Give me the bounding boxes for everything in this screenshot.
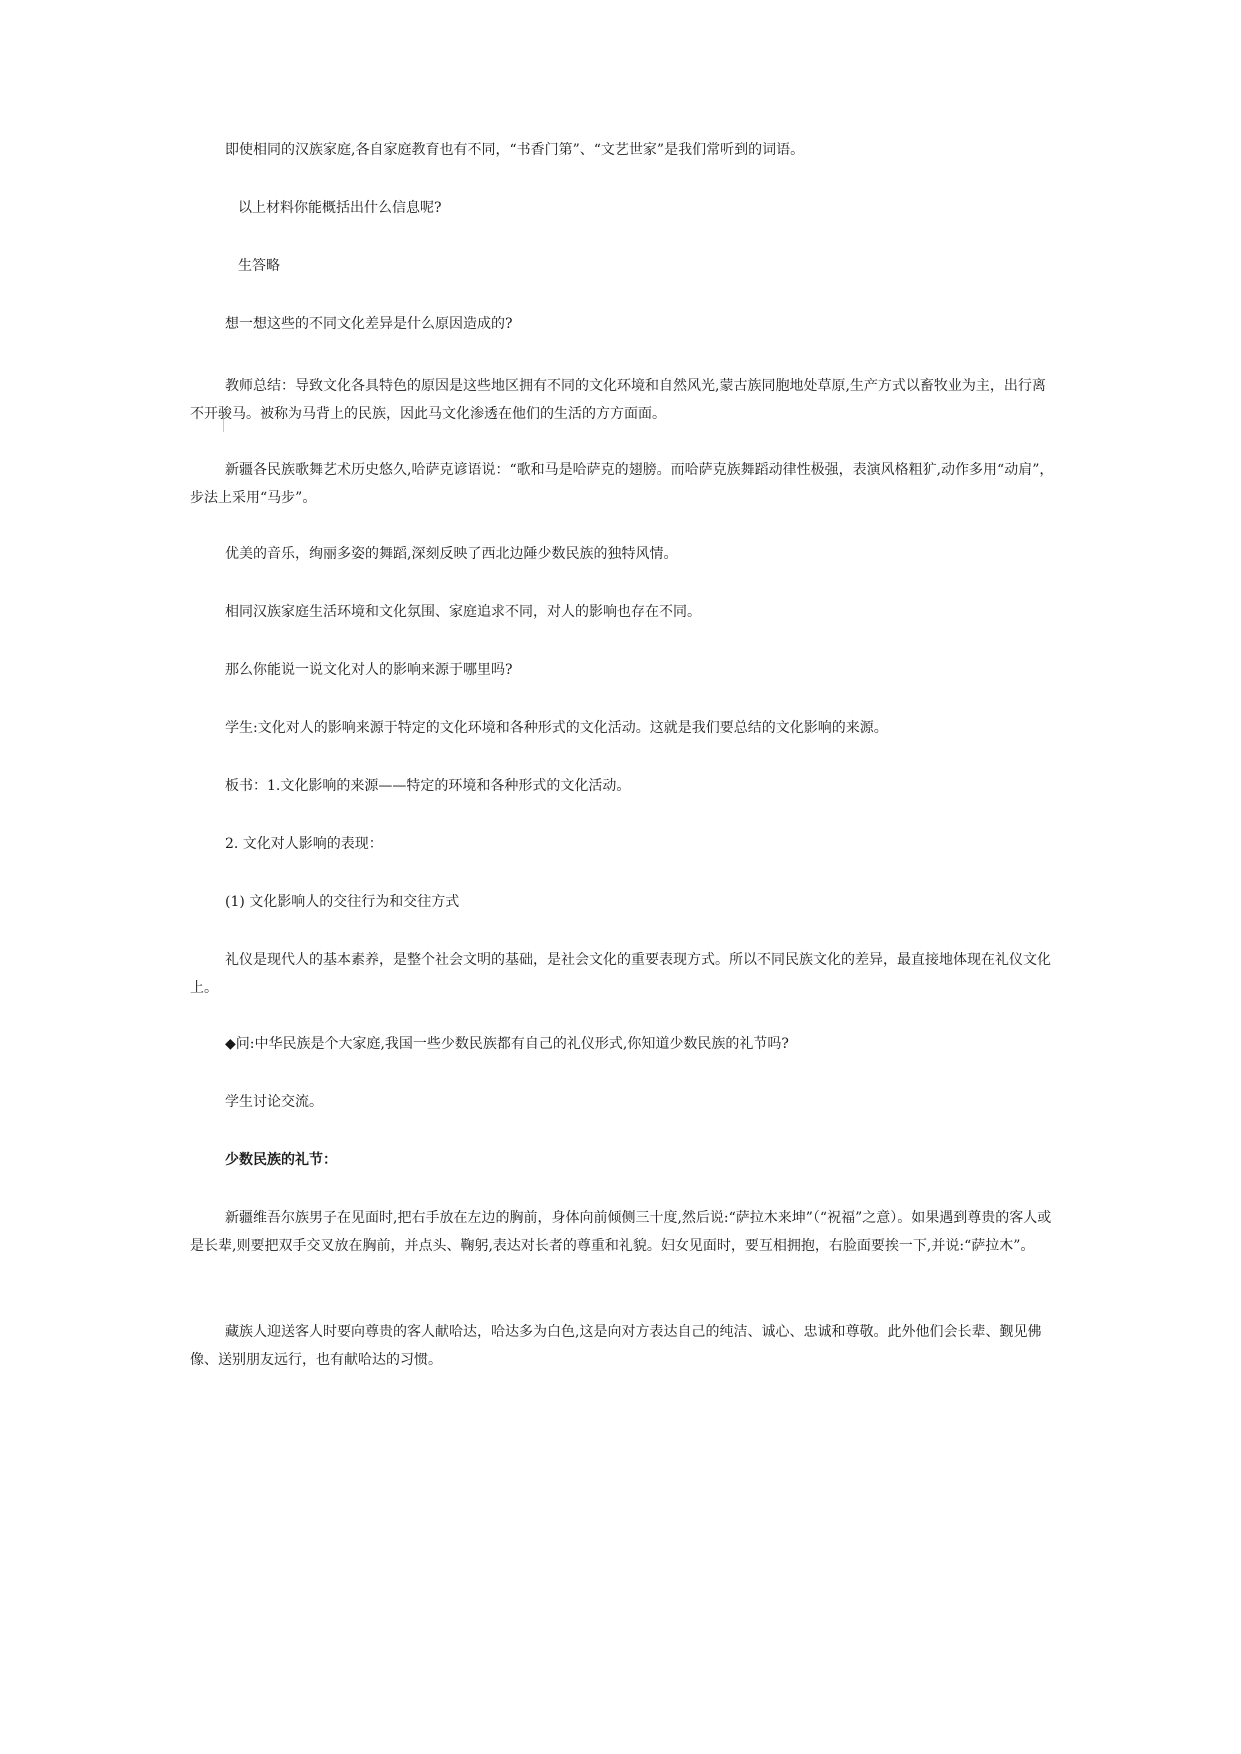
- paragraph-han-family: 相同汉族家庭生活环境和文化氛围、家庭追求不同，对人的影响也存在不同。: [225, 604, 701, 620]
- paragraph-question-summary: 以上材料你能概括出什么信息呢?: [238, 200, 442, 216]
- section-heading-minority-etiquette: 少数民族的礼节：: [225, 1152, 337, 1168]
- paragraph-xinjiang-dance: 新疆各民族歌舞艺术历史悠久,哈萨克谚语说：“歌和马是哈萨克的翅膀。而哈萨克族舞蹈动律性极强，表演风格粗犷,动作多用“动肩”，步法上采用“马步”。: [190, 462, 1054, 506]
- paragraph-question-minority: ◆问:中华民族是个大家庭,我国一些少数民族都有自己的礼仪形式,你知道少数民族的礼节吗?: [225, 1036, 789, 1052]
- paragraph-question-cause: 想一想这些的不同文化差异是什么原因造成的?: [225, 316, 513, 332]
- paragraph-question-source: 那么你能说一说文化对人的影响来源于哪里吗?: [225, 662, 513, 678]
- paragraph-intro: 即使相同的汉族家庭,各自家庭教育也有不同，“书香门第”、“文艺世家”是我们常听到的词语。: [225, 142, 805, 158]
- paragraph-etiquette: 礼仪是现代人的基本素养，是整个社会文明的基础，是社会文化的重要表现方式。所以不同民族文化的差异，最直接地体现在礼仪文化上。: [190, 952, 1051, 996]
- paragraph-board-2: 2. 文化对人影响的表现：: [225, 836, 383, 852]
- paragraph-student-discuss: 学生讨论交流。: [225, 1094, 323, 1110]
- paragraph-tibetan-etiquette: 藏族人迎送客人时要向尊贵的客人献哈达，哈达多为白色,这是向对方表达自己的纯洁、诚心、忠诚和尊敬。此外他们会长辈、觐见佛像、送别朋友远行，也有献哈达的习惯。: [190, 1324, 1042, 1368]
- paragraph-music-dance: 优美的音乐，绚丽多姿的舞蹈,深刻反映了西北边陲少数民族的独特风情。: [225, 546, 678, 562]
- paragraph-student-answer: 生答略: [238, 258, 280, 274]
- paragraph-board-2-1: (1) 文化影响人的交往行为和交往方式: [225, 894, 460, 910]
- paragraph-student-source: 学生:文化对人的影响来源于特定的文化环境和各种形式的文化活动。这就是我们要总结的文化影响的来源。: [225, 720, 888, 736]
- paragraph-uyghur-etiquette: 新疆维吾尔族男子在见面时,把右手放在左边的胸前，身体向前倾侧三十度,然后说:“萨拉木来坤”（“祝福”之意）。如果遇到尊贵的客人或是长辈,则要把双手交叉放在胸前，并点头、鞠躬,表达对长者的尊重和礼貌。妇女见面时，要互相拥抱，右脸面要挨一下,并说:“萨拉木”。: [190, 1210, 1052, 1254]
- paragraph-teacher-summary: 教师总结：导致文化各具特色的原因是这些地区拥有不同的文化环境和自然风光,蒙古族同胞地处草原,生产方式以畜牧业为主，出行离不开骏马。被称为马背上的民族，因此马文化渗透在他们的生活的方方面面。: [190, 378, 1046, 422]
- paragraph-board-1: 板书：1.文化影响的来源——特定的环境和各种形式的文化活动。: [225, 778, 631, 794]
